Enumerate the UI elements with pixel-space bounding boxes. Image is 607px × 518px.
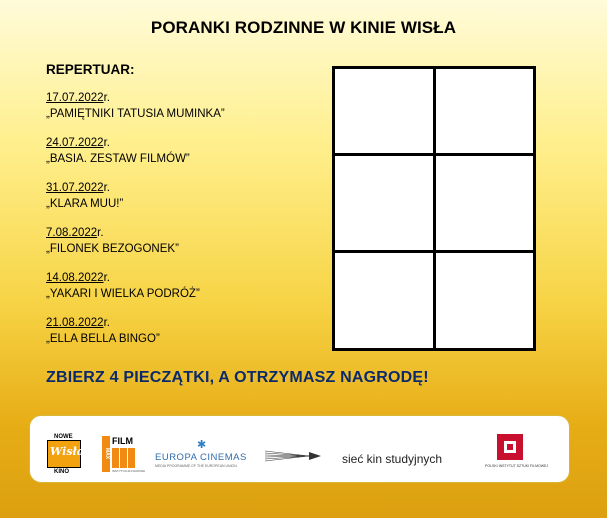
screening-date: 31.07.2022r. xyxy=(46,182,110,194)
stamp-box xyxy=(335,253,433,348)
europa-cinemas-logo: ✱ EUROPA CINEMAS MEDIA PROGRAMME OF THE EUROPEAN UNION xyxy=(155,439,247,468)
film-title: „BASIA. ZESTAW FILMÓW” xyxy=(46,153,190,165)
repertoire-heading: REPERTUAR: xyxy=(46,62,135,77)
stamp-box xyxy=(335,69,433,153)
film-title: „PAMIĘTNIKI TATUSIA MUMINKA” xyxy=(46,108,225,120)
stamp-card-grid xyxy=(332,66,536,351)
rays-logo-icon xyxy=(265,450,321,462)
star-icon: ✱ xyxy=(197,439,207,451)
screening-date: 17.07.2022r. xyxy=(46,92,110,104)
sponsor-logo-bar xyxy=(29,415,570,483)
screening-date: 21.08.2022r. xyxy=(46,317,110,329)
stamp-box xyxy=(436,69,534,153)
film-title: „YAKARI I WIELKA PODRÓŻ” xyxy=(46,288,200,300)
stamp-box xyxy=(335,156,433,250)
screening-item xyxy=(46,136,225,181)
film-title: „ELLA BELLA BINGO” xyxy=(46,333,160,345)
film-title: „FILONEK BEZOGONEK” xyxy=(46,243,179,255)
screening-schedule xyxy=(46,91,225,361)
maxfilm-logo: MAX FILM INSTYTUCJA FILMOWA xyxy=(104,436,146,473)
screening-item xyxy=(46,91,225,136)
screening-date: 7.08.2022r. xyxy=(46,227,104,239)
pisf-logo: POLSKI INSTYTUT SZTUKI FILMOWEJ xyxy=(485,434,539,474)
stamp-box xyxy=(436,253,534,348)
stamp-box xyxy=(436,156,534,250)
collect-stamps-message: ZBIERZ 4 PIECZĄTKI, A OTRZYMASZ NAGRODĘ! xyxy=(46,369,429,386)
screening-item xyxy=(46,226,225,271)
screening-date: 24.07.2022r. xyxy=(46,137,110,149)
screening-item xyxy=(46,271,225,316)
screening-item xyxy=(46,181,225,226)
kino-nowe-wisla-logo: NOWE Wisła KINO xyxy=(47,434,81,474)
screening-item xyxy=(46,316,225,361)
page-title: PORANKI RODZINNE W KINIE WISŁA xyxy=(150,18,457,37)
screening-date: 14.08.2022r. xyxy=(46,272,110,284)
siec-kin-studyjnych-logo: sieć kin studyjnych xyxy=(342,452,443,466)
film-title: „KLARA MUU!” xyxy=(46,198,124,210)
